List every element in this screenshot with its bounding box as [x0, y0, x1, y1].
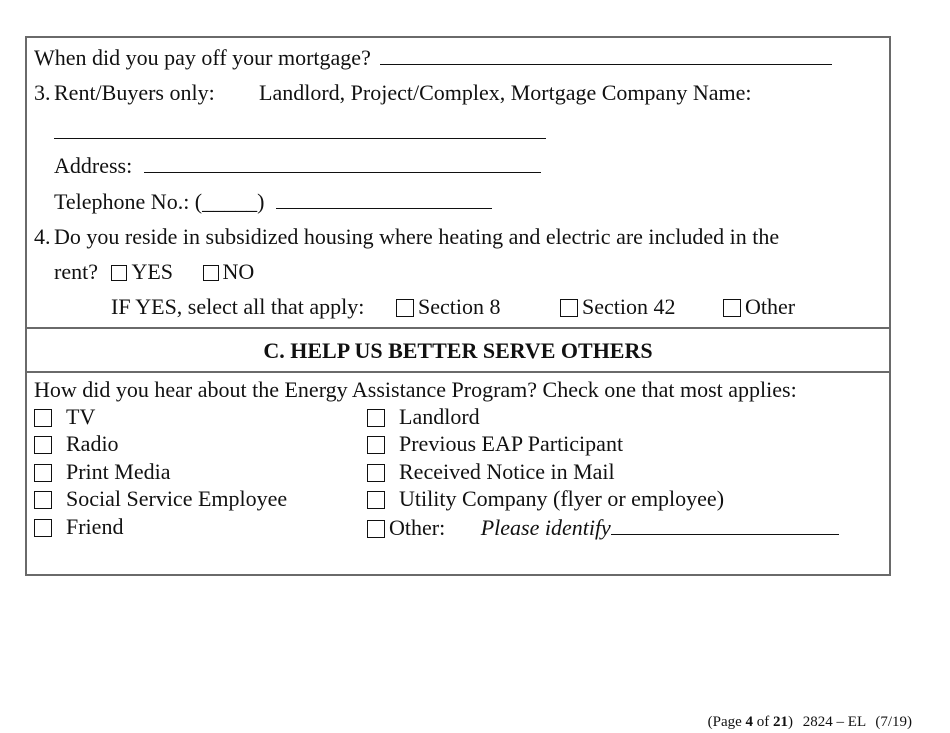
option-previous-eap-participant [367, 431, 623, 457]
other-source-field[interactable] [611, 514, 839, 535]
other-source-checkbox[interactable] [367, 520, 385, 538]
social-service-employee-label: Social Service Employee [66, 486, 288, 511]
option-friend [34, 514, 123, 540]
q4-question: Do you reside in subsidized housing where heating and electric are included in the [54, 224, 780, 249]
radio-label: Radio [66, 431, 119, 456]
print-media-label: Print Media [66, 459, 171, 484]
q4-number: 4. [34, 224, 51, 249]
section8-label: Section 8 [418, 294, 501, 319]
section8-option [396, 294, 501, 320]
form-box [25, 36, 891, 576]
section-divider-top [27, 327, 889, 329]
utility-company-label: Utility Company (flyer or employee) [399, 486, 725, 511]
other-housing-option [723, 294, 795, 320]
other-source-hint: Please identify [480, 515, 611, 540]
utility-company-checkbox[interactable] [367, 491, 385, 509]
tv-checkbox[interactable] [34, 409, 52, 427]
received-notice-checkbox[interactable] [367, 464, 385, 482]
social-service-employee-checkbox[interactable] [34, 491, 52, 509]
address-label: Address: [54, 153, 133, 178]
section42-option [560, 294, 676, 320]
form-code: 2824 – EL [802, 714, 866, 730]
option-social-service-employee [34, 486, 287, 512]
page-prefix: (Page [707, 714, 746, 730]
section-divider-bottom [27, 371, 889, 373]
previous-eap-participant-label: Previous EAP Participant [399, 431, 624, 456]
landlord-checkbox[interactable] [367, 409, 385, 427]
mortgage-question-label: When did you pay off your mortgage? [34, 45, 371, 70]
yes-label: YES [131, 259, 174, 284]
yes-checkbox[interactable] [111, 265, 127, 281]
section42-checkbox[interactable] [560, 299, 578, 317]
other-source-label: Other: [389, 515, 446, 540]
address-field[interactable] [144, 152, 541, 173]
q3-label: Rent/Buyers only: [54, 80, 215, 105]
page-of: of [753, 714, 774, 730]
address-row [54, 152, 541, 179]
no-checkbox[interactable] [203, 265, 219, 281]
friend-checkbox[interactable] [34, 519, 52, 537]
section-c-question: How did you hear about the Energy Assistance Program? Check one that most applies: [34, 377, 797, 402]
form-revision: (7/19) [875, 714, 912, 730]
other-housing-label: Other [745, 294, 796, 319]
tv-label: TV [66, 404, 96, 429]
telephone-field[interactable] [276, 188, 492, 209]
received-notice-label: Received Notice in Mail [399, 459, 615, 484]
previous-eap-participant-checkbox[interactable] [367, 436, 385, 454]
page-suffix: ) [788, 714, 794, 730]
page-footer [708, 714, 912, 731]
section8-checkbox[interactable] [396, 299, 414, 317]
option-print-media [34, 459, 171, 485]
no-label: NO [222, 259, 255, 284]
q3-number: 3. [34, 80, 51, 105]
print-media-checkbox[interactable] [34, 464, 52, 482]
option-landlord [367, 404, 480, 430]
option-received-notice-in-mail [367, 459, 615, 485]
telephone-label: Telephone No.: (_____) [54, 189, 265, 214]
q3-prompt: Landlord, Project/Complex, Mortgage Company Name: [259, 80, 752, 105]
mortgage-payoff-date-field[interactable] [380, 44, 832, 65]
section42-label: Section 42 [582, 294, 676, 319]
section-c-heading: C. HELP US BETTER SERVE OTHERS [263, 338, 653, 363]
option-radio [34, 431, 119, 457]
option-utility-company [367, 486, 724, 512]
friend-label: Friend [66, 514, 124, 539]
other-housing-checkbox[interactable] [723, 299, 741, 317]
mortgage-question-row [34, 44, 832, 71]
landlord-label: Landlord [399, 404, 480, 429]
telephone-row [54, 188, 492, 215]
page-current: 4 [745, 714, 754, 730]
page-total: 21 [773, 714, 789, 730]
q4-answer-row [54, 259, 254, 285]
option-tv [34, 404, 95, 430]
landlord-name-field[interactable] [54, 118, 546, 139]
radio-checkbox[interactable] [34, 436, 52, 454]
if-yes-label: IF YES, select all that apply: [111, 294, 365, 319]
q4-question-cont: rent? [54, 259, 98, 284]
option-other [367, 514, 839, 541]
